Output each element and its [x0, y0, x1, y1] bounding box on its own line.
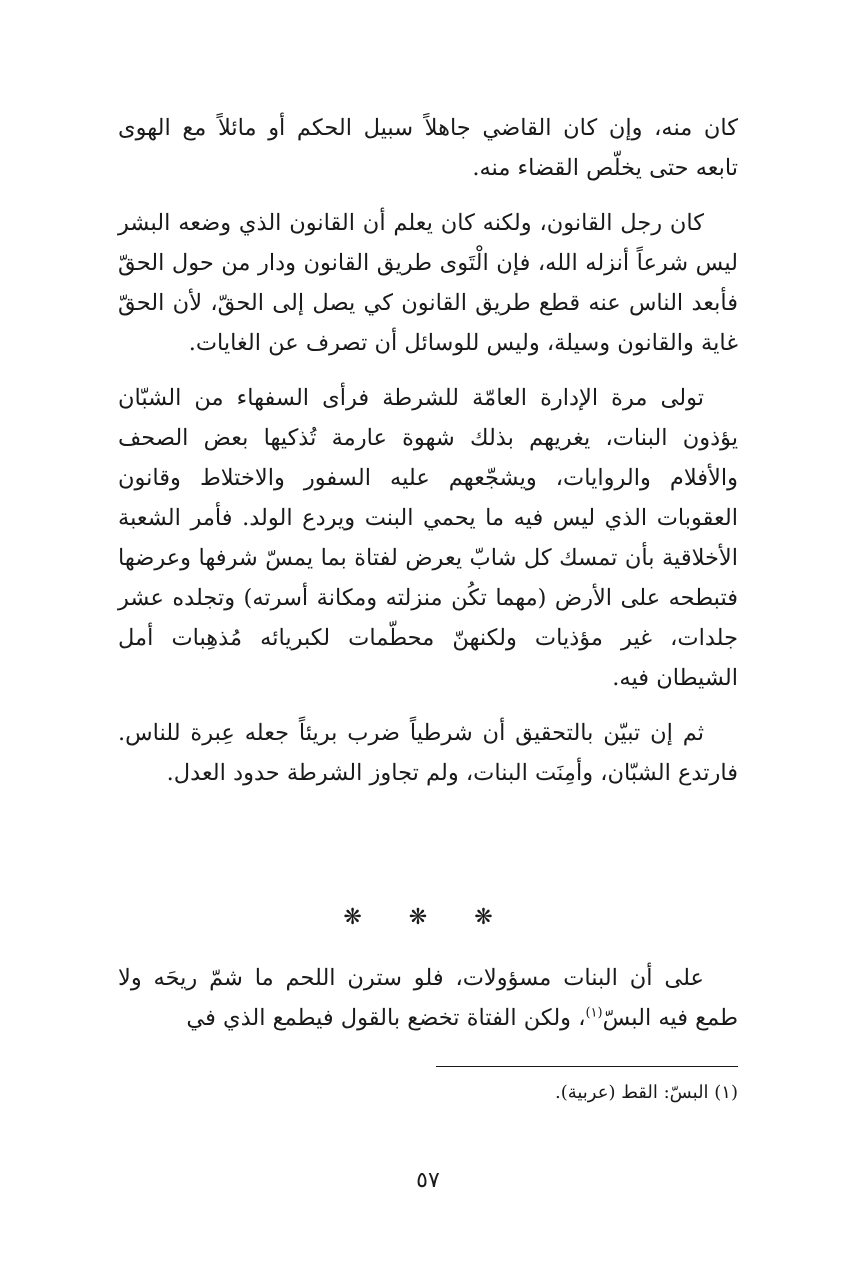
section-separator: ❋ ❋ ❋ — [343, 905, 513, 930]
body-text — [118, 108, 738, 793]
footnote-reference: (١) — [585, 1005, 603, 1021]
footnote: (١) البسّ: القط (عربية). — [554, 1082, 738, 1103]
paragraph-4: ثم إن تبيّن بالتحقيق أن شرطياً ضرب بريئاً جعله عِبرة للناس. فارتدع الشبّان، وأمِنَت البنات، ولم تجاوز الشرطة حدود العدل. — [118, 720, 738, 786]
paragraph-5-start: على أن البنات مسؤولات، فلو سترن اللحم ما شمّ ريحَه ولا طمع فيه البسّ — [118, 965, 738, 1031]
footnote-divider — [436, 1066, 738, 1067]
paragraph-2: كان رجل القانون، ولكنه كان يعلم أن القانون الذي وضعه البشر ليس شرعاً أنزله الله، فإن الْتَوى طريق القانون ودار من حول الحقّ فأبعد الناس عنه قطع طريق القانون كي يصل إلى الحقّ، لأن الحقّ غاية والقانون وسيلة، وليس للوسائل أن تصرف عن الغايات. — [118, 210, 738, 356]
paragraph-5-end: ، ولكن الفتاة تخضع بالقول فيطمع الذي في — [186, 1005, 586, 1031]
page-number: ٥٧ — [416, 1168, 440, 1193]
paragraph-1: كان منه، وإن كان القاضي جاهلاً سبيل الحكم أو مائلاً مع الهوى تابعه حتى يخلّص القضاء منه. — [118, 115, 738, 181]
paragraph-3: تولى مرة الإدارة العامّة للشرطة فرأى السفهاء من الشبّان يؤذون البنات، يغريهم بذلك شهوة عارمة تُذكيها بعض الصحف والأفلام والروايات، ويشجّعهم عليه السفور والاختلاط وقانون العقوبات الذي ليس فيه ما يحمي البنت ويردع الولد. فأمر الشعبة الأخلاقية بأن تمسك كل شابّ يعرض لفتاة بما يمسّ شرفها وعرضها فتبطحه على الأرض (مهما تكُن منزلته ومكانة أسرته) وتجلده عشر جلدات، غير مؤذيات ولكنهنّ محطّمات لكبريائه مُذهِبات أمل الشيطان فيه. — [118, 385, 738, 691]
body-text-continued — [118, 958, 738, 1038]
paragraph-5 — [118, 958, 738, 1038]
